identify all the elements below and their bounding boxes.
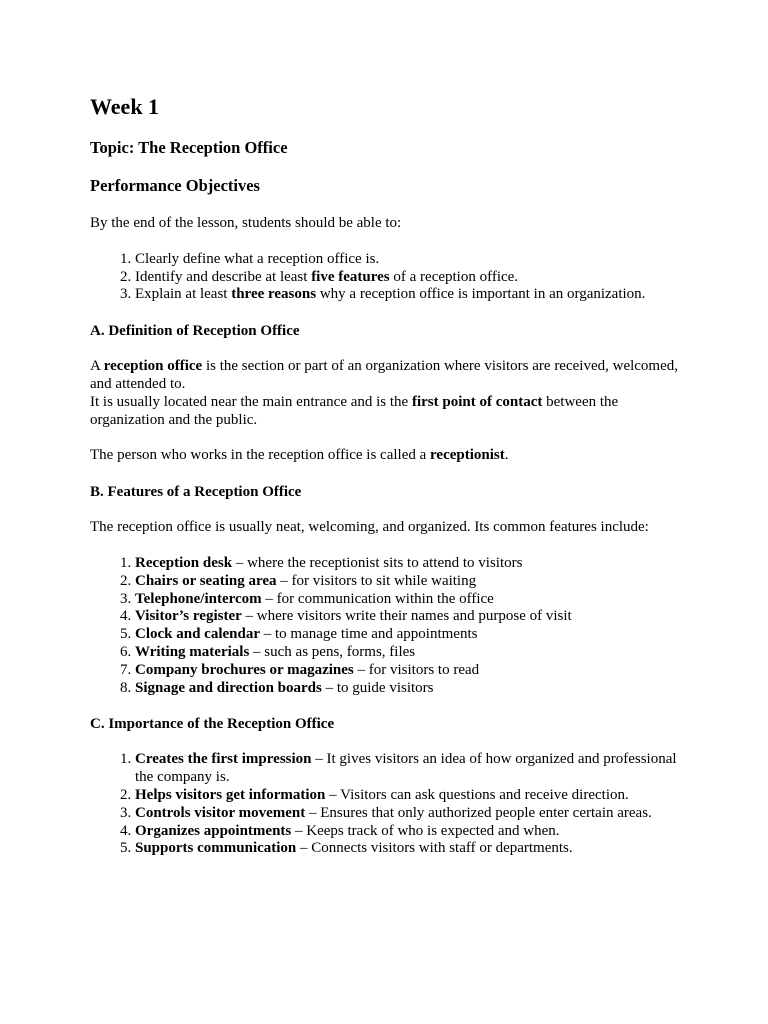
objectives-intro: By the end of the lesson, students should be able to: [90,215,402,231]
list-item: 3. Telephone/intercom – for communication within the office [135,591,680,609]
page-title: Week 1 [90,94,160,119]
list-item: 8. Signage and direction boards – to guide visitors [135,680,680,698]
importance-list [90,751,680,858]
list-item: 2. Identify and describe at least five features of a reception office. [135,269,680,287]
features-heading: B. Features of a Reception Office [90,484,302,501]
list-item: 1. Clearly define what a reception office is. [135,251,680,269]
objectives-list [90,251,680,304]
list-item: 2. Chairs or seating area – for visitors to sit while waiting [135,573,680,591]
objectives-heading: Performance Objectives [90,176,260,195]
importance-heading: C. Importance of the Reception Office [90,716,335,733]
list-item: 7. Company brochures or magazines – for visitors to read [135,662,680,680]
definition-paragraph: A reception office is the section or part of an organization where visitors are received, welcomed, and attended to. [90,358,678,392]
list-item: 2. Helps visitors get information – Visitors can ask questions and receive direction. [135,787,680,805]
list-item: 5. Clock and calendar – to manage time and appointments [135,626,680,644]
list-item: 1. Creates the first impression – It gives visitors an idea of how organized and professional the company is. [135,751,680,787]
list-item: 1. Reception desk – where the receptionist sits to attend to visitors [135,555,680,573]
topic-heading: Topic: The Reception Office [90,138,288,157]
definition-heading: A. Definition of Reception Office [90,323,300,340]
document-page [90,93,680,858]
list-item: 4. Organizes appointments – Keeps track of who is expected and when. [135,823,680,841]
features-intro: The reception office is usually neat, welcoming, and organized. Its common features include: [90,519,649,536]
list-item: 3. Explain at least three reasons why a reception office is important in an organization. [135,286,680,304]
receptionist-paragraph: The person who works in the reception office is called a receptionist. [90,447,509,464]
location-paragraph: It is usually located near the main entrance and is the first point of contact between the organization and the public. [90,393,619,428]
list-item: 4. Visitor’s register – where visitors write their names and purpose of visit [135,608,680,626]
features-list [90,555,680,697]
list-item: 3. Controls visitor movement – Ensures that only authorized people enter certain areas. [135,805,680,823]
list-item: 6. Writing materials – such as pens, forms, files [135,644,680,662]
list-item: 5. Supports communication – Connects visitors with staff or departments. [135,840,680,858]
